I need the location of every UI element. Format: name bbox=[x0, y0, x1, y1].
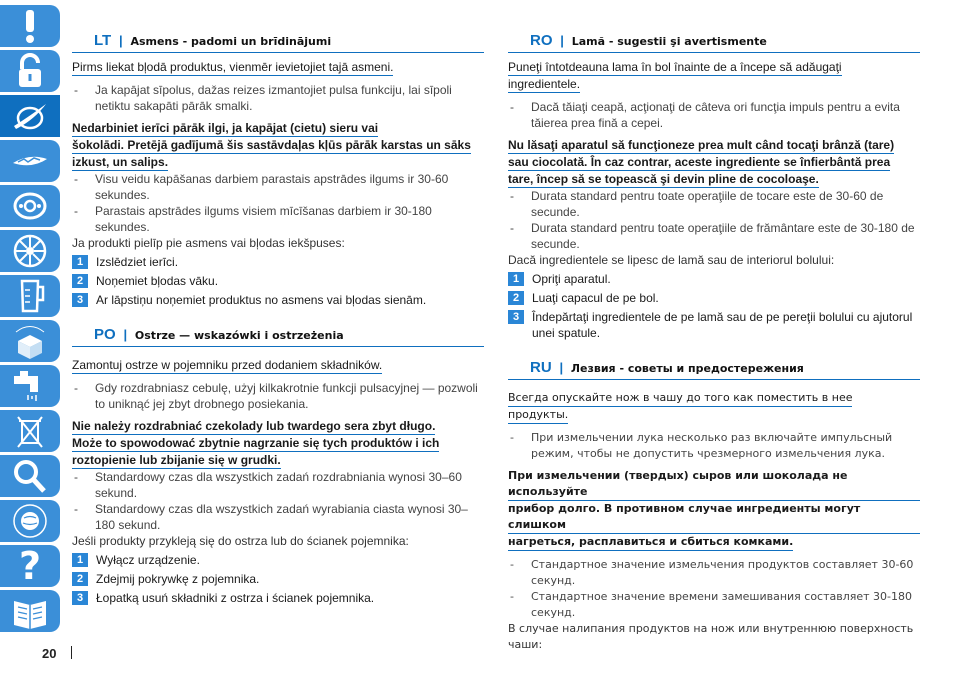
section-title-lt: Asmens - padomi un brīdinājumi bbox=[130, 35, 332, 48]
ro-tip-onions: - Dacă tăiaţi ceapă, acţionaţi de câteva ori funcţia impuls pentru a evita tăierea prea fină a cepei. bbox=[510, 100, 900, 130]
lt-intro: Pirms liekat bļodā produktus, vienmēr ievietojiet tajā asmeni. bbox=[72, 60, 394, 74]
lt-step-3: 3 Ar lāpstiņu noņemiet produktus no asmens vai bļodas sienām. bbox=[72, 292, 484, 308]
po-step-2: 2 Zdejmij pokrywkę z pojemnika. bbox=[72, 571, 484, 587]
ro-tip-kneading: - Durata standard pentru toate operaţiile de frământare este de 30-180 de secunde. bbox=[510, 221, 915, 251]
guarantee-icon[interactable] bbox=[0, 500, 60, 542]
po-warning-line-1: Nie należy rozdrabniać czekolady lub twardego sera zbyt długo. bbox=[72, 419, 436, 433]
dough-blade-icon[interactable] bbox=[0, 185, 60, 227]
lt-tip-onions: - Ja kapājat sīpolus, dažas reizes izmantojiet pulsa funkciju, lai sīpoli netiktu sakapāti pārāk smalki. bbox=[74, 83, 452, 113]
lt-step-1: 1 Izslēdziet ierīci. bbox=[72, 254, 484, 270]
disc-icon[interactable] bbox=[0, 140, 60, 182]
po-stick-note: Jeśli produkty przykleją się do ostrza lub do ścianek pojemnika: bbox=[72, 534, 409, 548]
heading-separator: | bbox=[556, 33, 568, 48]
lt-warning-line-2: šokolādi. Pretējā gadījumā šis sastāvdaļas kļūs pārāk karstas un sāks bbox=[72, 138, 471, 152]
page-number: 20 bbox=[42, 646, 57, 661]
heading-separator: | bbox=[115, 33, 127, 48]
ro-intro-line-1: Puneţi întotdeauna lama în bol înainte de a începe să adăugaţi bbox=[508, 60, 842, 74]
ro-stick-note: Dacă ingredientele se lipesc de lamă sau de interiorul bolului: bbox=[508, 253, 835, 267]
ro-step-1: 1 Opriţi aparatul. bbox=[508, 271, 920, 287]
column-right bbox=[508, 30, 920, 653]
language-code-po: PO bbox=[94, 326, 116, 343]
ro-warning-line-1: Nu lăsaţi aparatul să funcţioneze prea mult când tocaţi brânză (tare) bbox=[508, 138, 895, 152]
section-title-ru: Лезвия - советы и предостережения bbox=[570, 362, 804, 375]
section-heading-po bbox=[72, 324, 484, 347]
lt-warning-line-3: izkust, un salips. bbox=[72, 155, 169, 169]
ro-intro-line-2: ingredientele. bbox=[508, 77, 581, 91]
heading-separator: | bbox=[119, 327, 131, 342]
lt-warning-line-1: Nedarbiniet ierīci pārāk ilgi, ja kapājat (cietu) sieru vai bbox=[72, 121, 379, 135]
lock-icon[interactable] bbox=[0, 50, 60, 92]
blade-icon[interactable] bbox=[0, 95, 60, 137]
tap-icon[interactable] bbox=[0, 365, 60, 407]
ru-intro-line-2: продукты. bbox=[508, 408, 569, 421]
section-heading-lt bbox=[72, 30, 484, 53]
magnifier-icon[interactable] bbox=[0, 455, 60, 497]
column-left bbox=[72, 30, 484, 609]
ru-warning-line-2: прибор долго. В противном случае ингредиенты могут слишком bbox=[508, 502, 861, 531]
book-icon[interactable] bbox=[0, 590, 60, 632]
po-warning-line-2: Może to spowodować zbytnie nagrzanie się tych produktów i ich bbox=[72, 436, 440, 450]
po-step-3: 3 Łopatką usuń składniki z ostrza i ścianek pojemnika. bbox=[72, 590, 484, 606]
language-code-ro: RO bbox=[530, 32, 553, 49]
ru-tip-onions: - При измельчении лука несколько раз включайте импульсный режим, чтобы не допустить чрезмерного измельчения лука. bbox=[510, 431, 893, 460]
ru-warning-line-1: При измельчении (твердых) сыров или шоколада не используйте bbox=[508, 469, 848, 498]
language-code-lt: LT bbox=[94, 32, 112, 49]
ru-intro-line-1: Всегда опускайте нож в чашу до того как поместить в нее bbox=[508, 391, 853, 404]
storage-icon[interactable] bbox=[0, 320, 60, 362]
lt-tip-kneading: - Parastais apstrādes ilgums visiem mīcīšanas darbiem ir 30-180 sekundes. bbox=[74, 204, 432, 234]
language-code-ru: RU bbox=[530, 359, 552, 376]
section-title-ro: Lamă - sugestii şi avertismente bbox=[571, 35, 767, 48]
po-tip-chopping: - Standardowy czas dla wszystkich zadań rozdrabniania wynosi 30–60 sekund. bbox=[74, 470, 462, 500]
po-intro: Zamontuj ostrze w pojemniku przed dodaniem składników. bbox=[72, 358, 383, 372]
heading-separator: | bbox=[555, 360, 567, 375]
po-warning-line-3: roztopienie lub zbijanie się w grudki. bbox=[72, 453, 281, 467]
bin-icon[interactable] bbox=[0, 410, 60, 452]
section-ru bbox=[508, 357, 920, 653]
lt-tip-chopping: - Visu veidu kapāšanas darbiem parastais apstrādes ilgums ir 30-60 sekundes. bbox=[74, 172, 449, 202]
exclamation-icon[interactable] bbox=[0, 5, 60, 47]
ro-tip-chopping: - Durata standard pentru toate operaţiile de tocare este de 30-60 de secunde. bbox=[510, 189, 884, 219]
po-tip-onions: - Gdy rozdrabniasz cebulę, użyj kilkakrotnie funkcji pulsacyjnej — pozwoli to uniknąć jej zbyt drobnego posiekania. bbox=[74, 381, 478, 411]
lt-step-2: 2 Noņemiet bļodas vāku. bbox=[72, 273, 484, 289]
ro-warning-line-2: sau ciocolată. În caz contrar, aceste ingrediente se înfierbântă prea bbox=[508, 155, 891, 169]
ro-step-3: 3 Îndepărtaţi ingredientele de pe lamă sau de pe pereţii bolului cu ajutorul unei spatule. bbox=[508, 309, 920, 341]
ro-warning-line-3: tare, încep să se topească şi devin pline de cocoloaşe. bbox=[508, 172, 819, 186]
question-icon[interactable]: ? bbox=[0, 545, 60, 587]
ru-tip-kneading: - Стандартное значение времени замешивания составляет 30-180 секунд. bbox=[510, 590, 913, 619]
lt-stick-note: Ja produkti pielīp pie asmens vai bļodas iekšpuses: bbox=[72, 236, 345, 250]
ru-stick-note: В случае налипания продуктов на нож или внутреннюю поверхность чаши: bbox=[508, 622, 914, 651]
ro-step-2: 2 Luaţi capacul de pe bol. bbox=[508, 290, 920, 306]
page-number-divider bbox=[71, 646, 72, 659]
emulsifier-icon[interactable] bbox=[0, 230, 60, 272]
ru-tip-chopping: - Стандартное значение измельчения продуктов составляет 30-60 секунд. bbox=[510, 558, 914, 587]
jug-icon[interactable] bbox=[0, 275, 60, 317]
ru-warning-line-3: нагреться, расплавиться и сбиться комками. bbox=[508, 535, 794, 548]
po-step-1: 1 Wyłącz urządzenie. bbox=[72, 552, 484, 568]
icon-sidebar bbox=[0, 0, 62, 632]
section-heading-ro bbox=[508, 30, 920, 53]
section-title-po: Ostrze — wskazówki i ostrzeżenia bbox=[134, 329, 344, 342]
po-tip-kneading: - Standardowy czas dla wszystkich zadań wyrabiania ciasta wynosi 30–180 sekund. bbox=[74, 502, 468, 532]
section-heading-ru bbox=[508, 357, 920, 380]
